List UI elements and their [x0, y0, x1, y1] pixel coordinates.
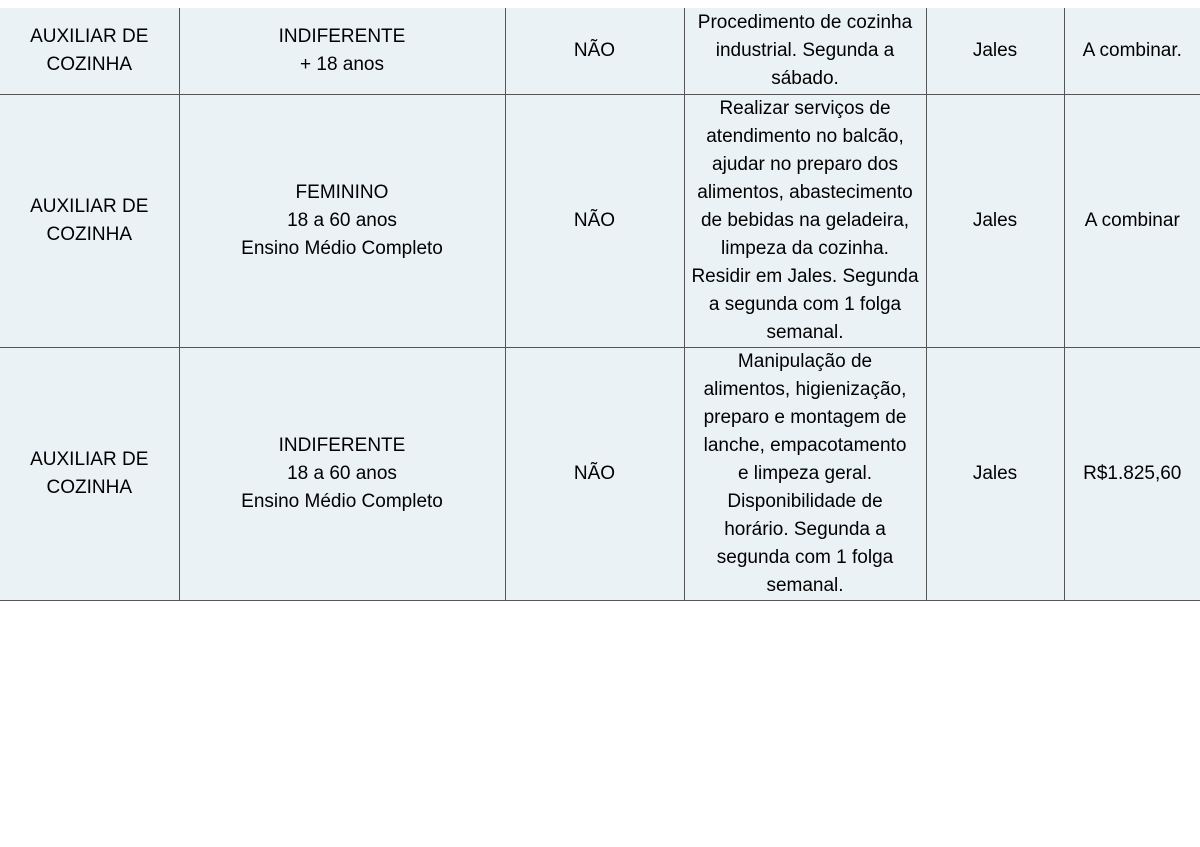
- description-line: Realizar serviços de: [719, 97, 891, 119]
- profile-line: + 18 anos: [300, 53, 384, 75]
- description-line: sábado.: [771, 67, 839, 89]
- profile-line: 18 a 60 anos: [287, 209, 397, 231]
- description-line: a segunda com 1 folga: [708, 293, 902, 315]
- salary-cell: A combinar.: [1064, 8, 1200, 94]
- table-row: [0, 347, 1200, 600]
- city-cell: Jales: [926, 8, 1064, 94]
- description-line: Procedimento de cozinha: [697, 11, 913, 33]
- salary-cell: A combinar: [1064, 94, 1200, 347]
- description-cell: [684, 347, 926, 600]
- experience-cell: NÃO: [505, 8, 684, 94]
- occupation-cell: [0, 8, 179, 94]
- occupation-cell: [0, 347, 179, 600]
- profile-line: Ensino Médio Completo: [241, 490, 443, 512]
- experience-cell: NÃO: [505, 94, 684, 347]
- city-cell: Jales: [926, 347, 1064, 600]
- description-line: preparo e montagem de: [703, 406, 907, 428]
- table-row: [0, 8, 1200, 94]
- description-line: limpeza da cozinha.: [721, 237, 889, 259]
- occupation-cell: [0, 94, 179, 347]
- occupation-line: AUXILIAR DE: [30, 25, 149, 47]
- profile-line: FEMININO: [295, 181, 389, 203]
- occupation-line: AUXILIAR DE: [30, 448, 149, 470]
- description-line: segunda com 1 folga: [716, 546, 894, 568]
- salary-cell: R$1.825,60: [1064, 347, 1200, 600]
- profile-cell: [179, 94, 505, 347]
- table-row: [0, 94, 1200, 347]
- description-line: lanche, empacotamento: [703, 434, 907, 456]
- profile-cell: [179, 8, 505, 94]
- description-line: Disponibilidade de: [727, 490, 883, 512]
- description-line: semanal.: [766, 574, 844, 596]
- profile-line: 18 a 60 anos: [287, 462, 397, 484]
- description-line: Residir em Jales. Segunda: [691, 265, 919, 287]
- occupation-line: COZINHA: [46, 476, 132, 498]
- description-cell: [684, 94, 926, 347]
- description-line: horário. Segunda a: [724, 518, 886, 540]
- description-line: semanal.: [766, 321, 844, 343]
- description-line: Manipulação de: [737, 350, 873, 372]
- experience-cell: NÃO: [505, 347, 684, 600]
- description-line: alimentos, higienização,: [703, 378, 907, 400]
- profile-line: INDIFERENTE: [278, 434, 406, 456]
- occupation-line: AUXILIAR DE: [30, 195, 149, 217]
- description-line: atendimento no balcão,: [706, 125, 904, 147]
- occupation-line: COZINHA: [46, 223, 132, 245]
- description-line: e limpeza geral.: [737, 462, 873, 484]
- profile-cell: [179, 347, 505, 600]
- profile-line: INDIFERENTE: [278, 25, 406, 47]
- description-line: de bebidas na geladeira,: [700, 209, 910, 231]
- description-line: ajudar no preparo dos: [712, 153, 898, 175]
- description-line: alimentos, abastecimento: [697, 181, 913, 203]
- description-cell: [684, 8, 926, 94]
- job-listings-table: [0, 8, 1200, 601]
- profile-line: Ensino Médio Completo: [241, 237, 443, 259]
- occupation-line: COZINHA: [46, 53, 132, 75]
- city-cell: Jales: [926, 94, 1064, 347]
- description-line: industrial. Segunda a: [715, 39, 895, 61]
